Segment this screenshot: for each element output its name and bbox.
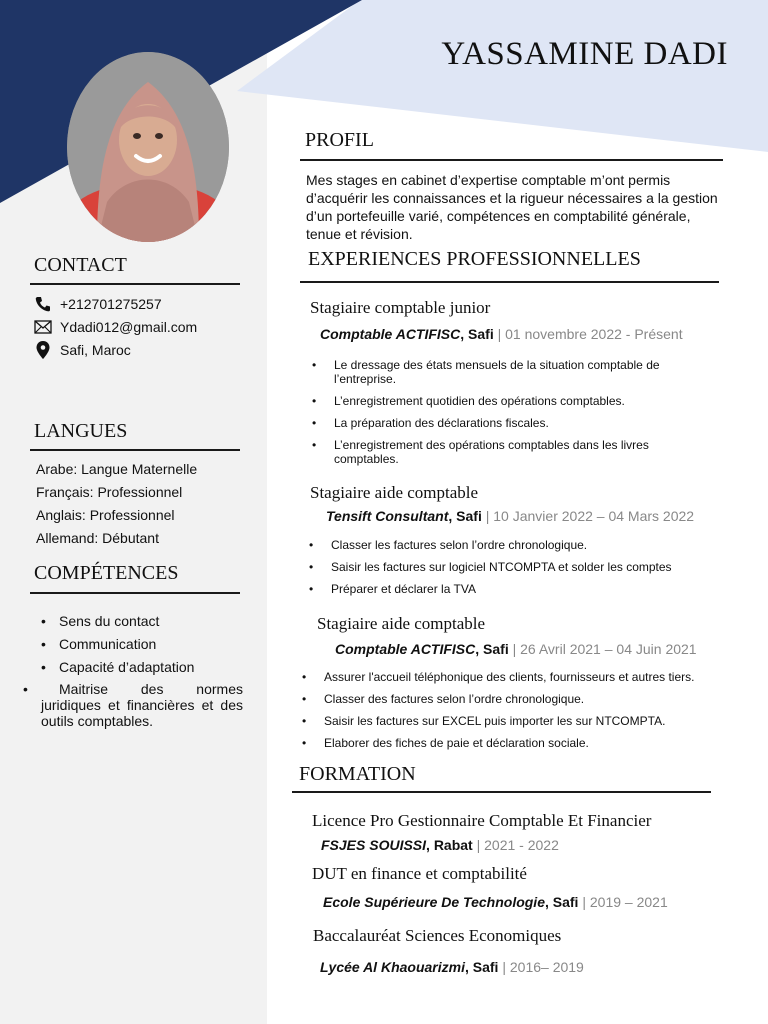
phone-icon [34,295,52,313]
langue-item: Français: Professionnel [36,484,183,500]
location-pin-icon [34,341,52,359]
candidate-name: YASSAMINE DADI [441,36,728,72]
task-item: • Assurer l'accueil téléphonique des clients, fournisseurs et autres tiers. [324,670,744,684]
contact-location: Safi, Maroc [60,341,131,358]
envelope-icon [34,318,52,336]
task-item: • Saisir les factures sur EXCEL puis importer les sur NTCOMPTA. [324,714,744,728]
langues-list [36,458,256,550]
formation-school [320,959,584,975]
contact-email-row [34,315,254,338]
job-tasks [331,538,726,596]
formation-divider [292,791,711,793]
formation-org: Ecole Supérieure De Technologie [323,894,545,910]
formation-date: | 2021 - 2022 [472,837,559,853]
formation-org: FSJES SOUISSI [321,837,427,853]
langues-divider [30,449,240,451]
task-item: • Classer les factures selon l’ordre chronologique. [331,538,726,552]
avatar [67,52,229,242]
formation-city: , Rabat [426,837,473,853]
profil-text: Mes stages en cabinet d’expertise comptable m’ont permis d’acquérir les connaissances et la rigueur nécessaires a la gestion d’un portefeuille varié, compétences en comptabilité générale, tenue et révision. [306,172,718,242]
job-company [320,326,683,342]
contact-list [34,292,254,361]
contact-email[interactable]: Ydadi012@gmail.com [60,318,198,335]
formation-org: Lycée Al Khaouarizmi [320,959,465,975]
langue-item: Anglais: Professionnel [36,507,175,523]
formation-date: | 2019 – 2021 [578,894,668,910]
job-org: Comptable ACTIFISC [335,641,476,657]
competence-item: • Communication [59,635,243,658]
contact-title: CONTACT [34,254,127,276]
job-title: Stagiaire aide comptable [310,483,479,502]
task-item: • Préparer et déclarer la TVA [331,582,726,596]
job-date: | 26 Avril 2021 – 04 Juin 2021 [508,641,697,657]
job-title: Stagiaire aide comptable [317,614,486,633]
job-title: Stagiaire comptable junior [310,298,491,317]
formation-date: | 2016– 2019 [498,959,584,975]
task-item: • L’enregistrement quotidien des opérations comptables. [334,394,714,408]
competences-divider [30,592,240,594]
job-org: Tensift Consultant [326,508,449,524]
competence-item-long [41,681,243,729]
job-date: | 01 novembre 2022 - Présent [493,326,683,342]
job-date: | 10 Janvier 2022 – 04 Mars 2022 [481,508,695,524]
competence-item-text: Maitrise des normes juridiques et financières et des outils comptables. [41,681,243,729]
competences-title: COMPÉTENCES [34,562,179,584]
task-item: • La préparation des déclarations fiscales. [334,416,714,430]
job-org: Comptable ACTIFISC [320,326,461,342]
langue-item: Allemand: Débutant [36,530,159,546]
profil-title: PROFIL [305,129,374,151]
job-city: , Safi [460,326,494,342]
task-item: • Classer des factures selon l’ordre chronologique. [324,692,744,706]
profil-divider [300,159,723,161]
contact-phone[interactable]: +212701275257 [60,295,162,312]
task-item: • Le dressage des états mensuels de la situation comptable de l’entreprise. [334,358,714,386]
contact-phone-row [34,292,254,315]
formation-title: FORMATION [299,763,416,785]
experiences-title: EXPERIENCES PROFESSIONNELLES [308,248,641,270]
job-tasks [324,670,744,750]
langue-item: Arabe: Langue Maternelle [36,461,198,477]
job-city: , Safi [448,508,482,524]
competence-item: • Sens du contact [59,612,243,635]
competence-item: • Capacité d’adaptation [59,658,243,681]
formation-school [321,837,559,853]
langues-title: LANGUES [34,420,128,442]
formation-degree: Baccalauréat Sciences Economiques [313,926,562,945]
job-company [335,641,697,657]
competences-list [41,612,243,729]
job-city: , Safi [475,641,509,657]
formation-city: , Safi [544,894,579,910]
task-item: • L’enregistrement des opérations comptables dans les livres comptables. [334,438,714,466]
profile-photo [67,52,229,242]
contact-location-row [34,338,254,361]
task-item: • Saisir les factures sur logiciel NTCOMPTA et solder les comptes [331,560,726,574]
formation-city: , Safi [464,959,499,975]
experiences-divider [300,281,719,283]
job-company [326,508,694,524]
formation-degree: DUT en finance et comptabilité [312,864,527,883]
task-item: • Elaborer des fiches de paie et déclaration sociale. [324,736,744,750]
job-tasks [334,358,714,466]
formation-degree: Licence Pro Gestionnaire Comptable Et Financier [312,811,652,830]
formation-school [323,894,668,910]
contact-divider [30,283,240,285]
